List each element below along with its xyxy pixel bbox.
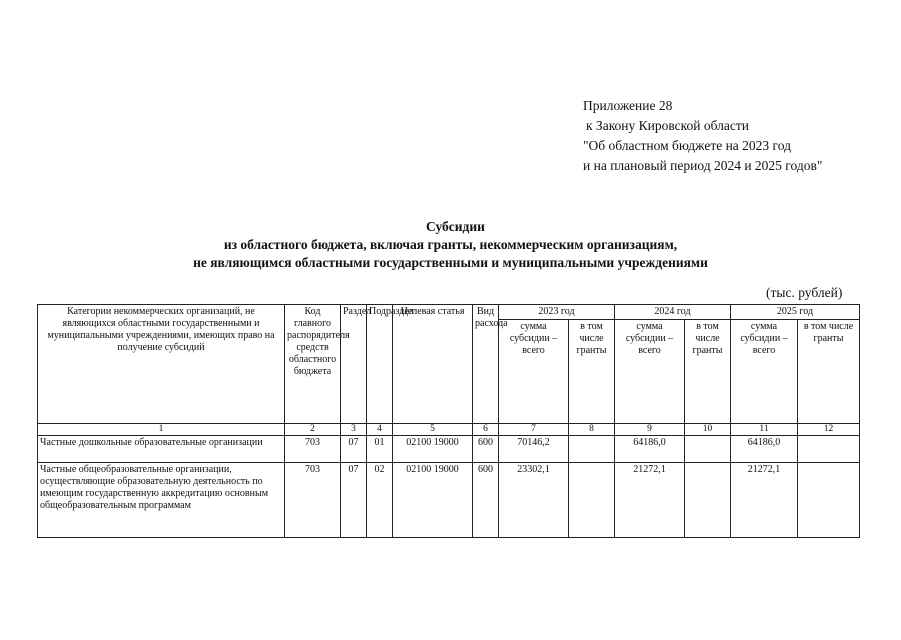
column-number: 3 [341, 424, 367, 436]
row-admin-code: 703 [285, 463, 341, 538]
appendix-note [583, 96, 822, 176]
header-year-2025: 2025 год [731, 305, 860, 320]
row-category: Частные общеобразовательные организации, осуществляющие образовательную деятельность по имеющим государственную аккредитацию основным общеобразовательным программам [38, 463, 285, 538]
header-expense-type: Вид расхода [473, 305, 499, 424]
row-admin-code: 703 [285, 436, 341, 463]
row-sum-2025: 21272,1 [731, 463, 798, 538]
row-section: 07 [341, 436, 367, 463]
document-title [0, 218, 901, 272]
row-section: 07 [341, 463, 367, 538]
row-grants-2023 [569, 436, 615, 463]
row-grants-2025 [798, 463, 860, 538]
column-number: 7 [499, 424, 569, 436]
title-line-2: из областного бюджета, включая гранты, некоммерческим организациям, [223, 237, 678, 252]
title-line-1: Субсидии [426, 219, 485, 234]
appendix-line-4: и на плановый период 2024 и 2025 годов" [583, 158, 823, 173]
row-grants-2024 [685, 436, 731, 463]
header-subsection: Подраздел [367, 305, 393, 424]
row-subsection: 01 [367, 436, 393, 463]
header-target: Целевая статья [393, 305, 473, 424]
title-line-3: не являющимся областными государственными и муниципальными учреждениями [193, 255, 708, 270]
column-number: 6 [473, 424, 499, 436]
column-number: 2 [285, 424, 341, 436]
header-grants-2025: в том числе гранты [798, 320, 860, 424]
row-grants-2024 [685, 463, 731, 538]
row-expense-type: 600 [473, 436, 499, 463]
appendix-line-1: Приложение 28 [583, 98, 673, 113]
row-expense-type: 600 [473, 463, 499, 538]
header-section: Раздел [341, 305, 367, 424]
row-sum-2023: 23302,1 [499, 463, 569, 538]
column-number: 1 [38, 424, 285, 436]
subsidies-table [37, 304, 860, 538]
row-grants-2025 [798, 436, 860, 463]
header-category: Категории некоммерческих организаций, не являющихся областными государственными и муниципальными учреждениями, имеющих право на получение субсидий [38, 305, 285, 424]
row-sum-2024: 64186,0 [615, 436, 685, 463]
header-year-2024: 2024 год [615, 305, 731, 320]
header-sum-2025: сумма субсидии – всего [731, 320, 798, 424]
header-sum-2024: сумма субсидии – всего [615, 320, 685, 424]
row-sum-2023: 70146,2 [499, 436, 569, 463]
row-category: Частные дошкольные образовательные организации [38, 436, 285, 463]
column-number: 12 [798, 424, 860, 436]
column-number: 10 [685, 424, 731, 436]
appendix-line-3: "Об областном бюджете на 2023 год [583, 138, 791, 153]
row-sum-2025: 64186,0 [731, 436, 798, 463]
header-row [38, 305, 860, 320]
column-number: 11 [731, 424, 798, 436]
table-row [38, 463, 860, 538]
column-number: 9 [615, 424, 685, 436]
header-grants-2024: в том числе гранты [685, 320, 731, 424]
row-target: 02100 19000 [393, 463, 473, 538]
appendix-line-2: к Закону Кировской области [586, 118, 750, 133]
column-number: 8 [569, 424, 615, 436]
row-subsection: 02 [367, 463, 393, 538]
column-number: 4 [367, 424, 393, 436]
column-number-row [38, 424, 860, 436]
header-admin-code: Код главного распорядителя средств областного бюджета [285, 305, 341, 424]
units-label: (тыс. рублей) [766, 285, 843, 300]
table-row [38, 436, 860, 463]
header-year-2023: 2023 год [499, 305, 615, 320]
header-grants-2023: в том числе гранты [569, 320, 615, 424]
row-sum-2024: 21272,1 [615, 463, 685, 538]
row-grants-2023 [569, 463, 615, 538]
header-sum-2023: сумма субсидии – всего [499, 320, 569, 424]
row-target: 02100 19000 [393, 436, 473, 463]
column-number: 5 [393, 424, 473, 436]
